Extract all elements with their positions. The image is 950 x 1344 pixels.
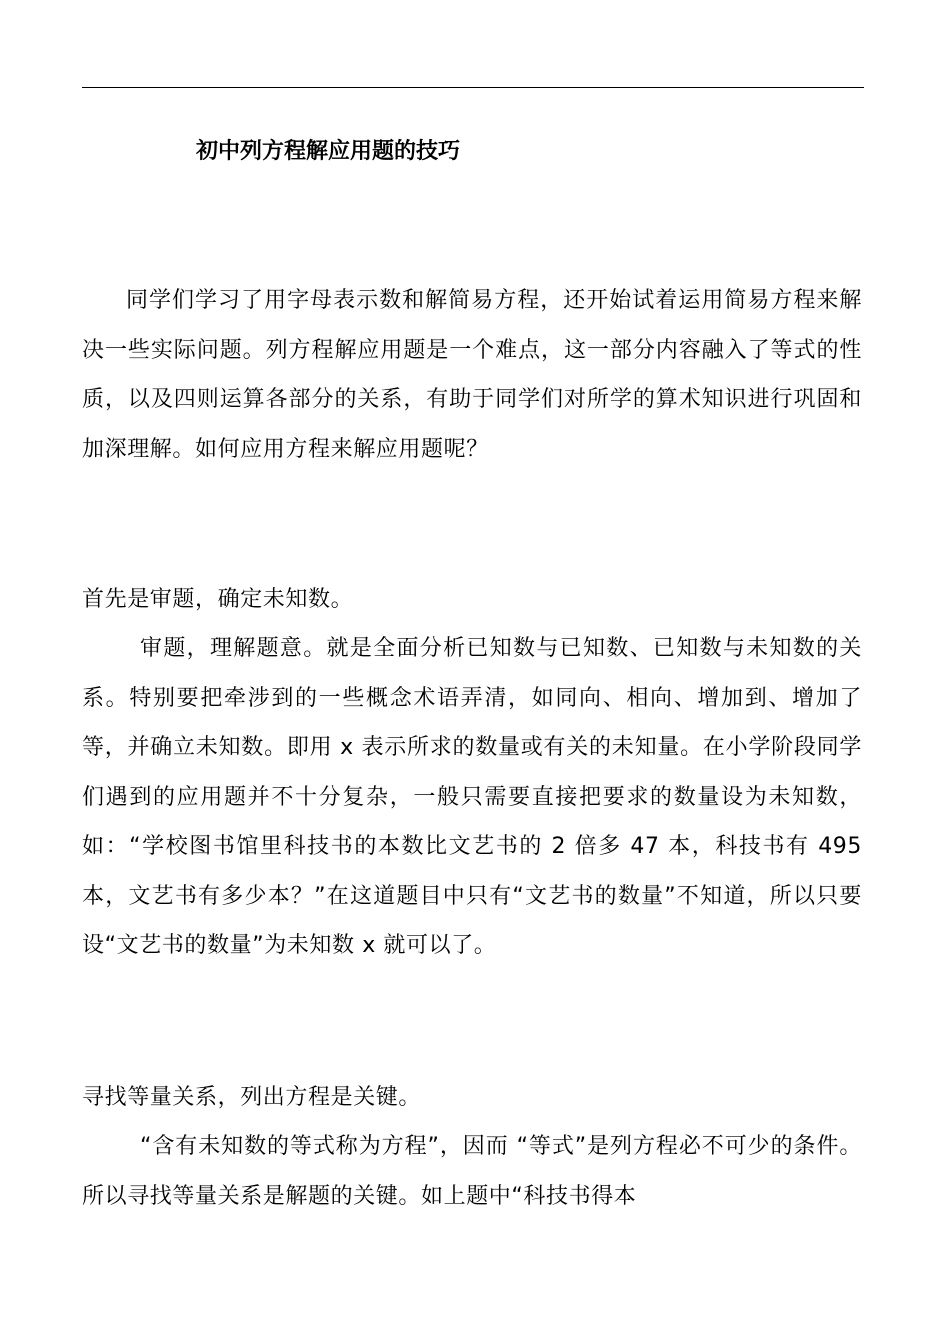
section-paragraph-review: 审题，理解题意。就是全面分析已知数与已知数、已知数与未知数的关系。特别要把牵涉到的一些概念术语弄清，如同向、相向、增加到、增加了等，并确立未知数。即用 x 表示所求的数量或有关的未知量。在小学阶段同学们遇到的应用题并不十分复杂，一般只需要直接把要求的数量设为未知数，如：“学校图书馆里科技书的本数比文艺书的 2 倍多 47 本，科技书有 495 本，文艺书有多少本？”在这道题目中只有“文艺书的数量”不知道，所以只要设“文艺书的数量”为未知数 x 就可以了。 [82,636,862,958]
section-heading-review: 首先是审题，确定未知数。 [82,587,354,612]
intro-paragraph: 同学们学习了用字母表示数和解简易方程，还开始试着运用简易方程来解决一些实际问题。列方程解应用题是一个难点，这一部分内容融入了等式的性质，以及四则运算各部分的关系，有助于同学们对所学的算术知识进行巩固和加深理解。如何应用方程来解应用题呢？ [82,288,862,462]
section-heading-equation: 寻找等量关系，列出方程是关键。 [82,1085,422,1110]
header-rule [82,87,864,88]
document-title: 初中列方程解应用题的技巧 [196,139,461,164]
section-paragraph-equation: “含有未知数的等式称为方程”，因而 “等式”是列方程必不可少的条件。所以寻找等量关系是解题的关键。如上题中“科技书得本 [82,1134,862,1209]
